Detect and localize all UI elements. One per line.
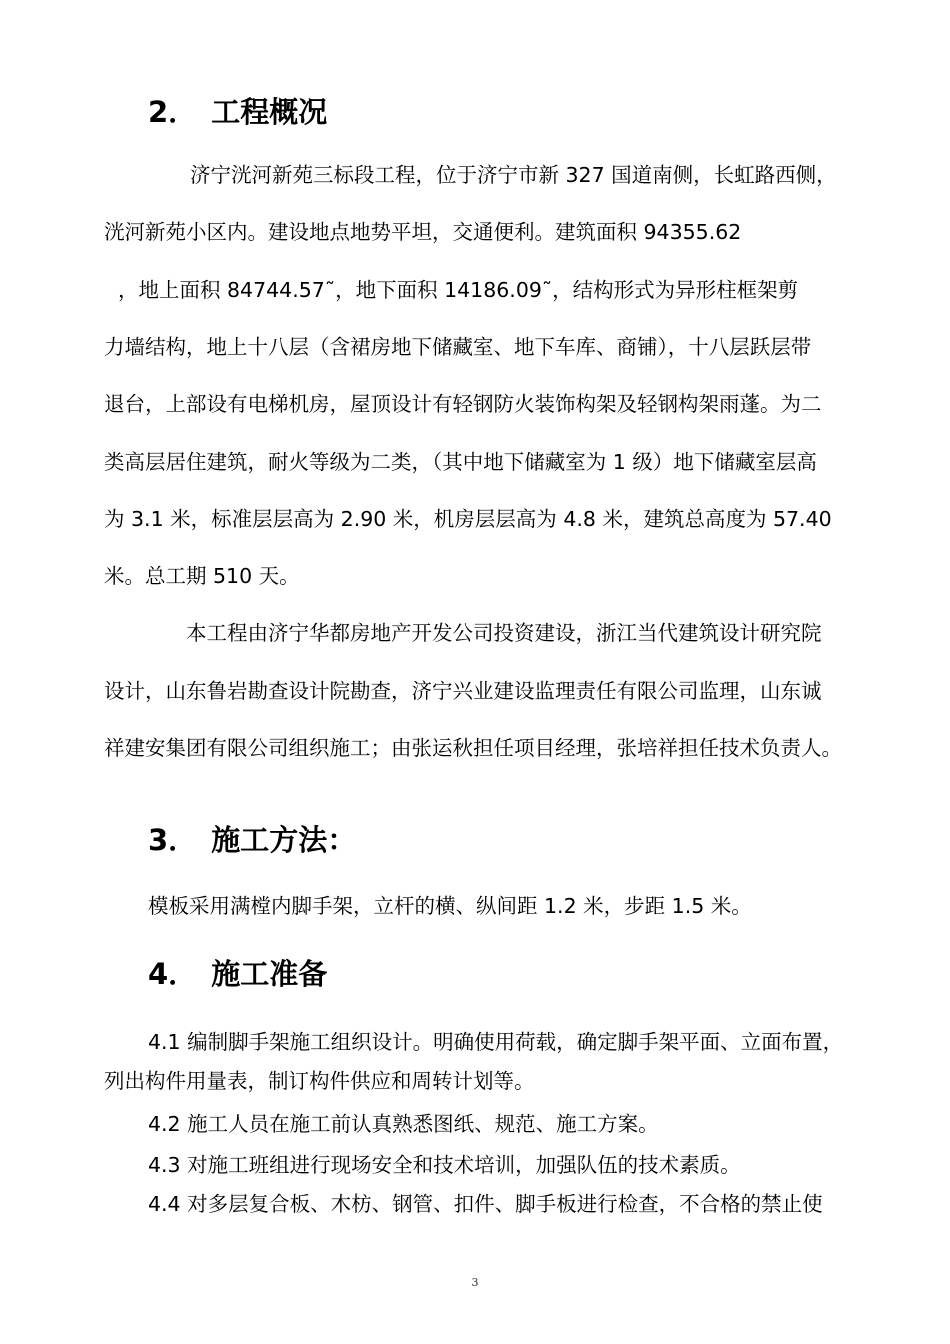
paragraph-line: 洸河新苑小区内。建设地点地势平坦，交通便利。建筑面积 94355.62 — [104, 220, 742, 244]
section-number: 2． — [148, 95, 198, 129]
section-title: 施工方法： — [211, 823, 357, 857]
paragraph-line: 类高层居住建筑，耐火等级为二类，（其中地下储藏室为 1 级）地下储藏室层高 — [104, 450, 817, 474]
paragraph-line: 4.2 施工人员在施工前认真熟悉图纸、规范、施工方案。 — [148, 1112, 659, 1136]
paragraph-line: 列出构件用量表，制订构件供应和周转计划等。 — [104, 1069, 535, 1093]
paragraph-line: ，地上面积 84744.57˜，地下面积 14186.09˜，结构形式为异形柱框架剪 — [118, 278, 799, 302]
paragraph-line: 4.1 编制脚手架施工组织设计。明确使用荷载，确定脚手架平面、立面布置， — [148, 1030, 844, 1054]
paragraph-line: 祥建安集团有限公司组织施工；由张运秋担任项目经理，张培祥担任技术负责人。 — [104, 736, 842, 760]
paragraph-line: 模板采用满樘内脚手架，立杆的横、纵间距 1.2 米，步距 1.5 米。 — [148, 894, 752, 918]
page-number: 3 — [471, 1276, 479, 1289]
section-heading-3 — [148, 820, 356, 860]
section-title: 施工准备 — [211, 957, 328, 991]
paragraph-line: 力墙结构，地上十八层（含裙房地下储藏室、地下车库、商铺），十八层跃层带 — [104, 335, 812, 359]
section-title: 工程概况 — [211, 95, 328, 129]
section-number: 3． — [148, 823, 198, 857]
paragraph-line: 济宁洸河新苑三标段工程，位于济宁市新 327 国道南侧，长虹路西侧， — [190, 163, 837, 187]
paragraph-line: 为 3.1 米，标准层层高为 2.90 米，机房层层高为 4.8 米，建筑总高度为 57.40 — [104, 507, 832, 531]
paragraph-line: 退台，上部设有电梯机房，屋顶设计有轻钢防火装饰构架及轻钢构架雨蓬。为二 — [104, 392, 822, 416]
section-number: 4． — [148, 957, 198, 991]
paragraph-line: 设计，山东鲁岩勘查设计院勘查，济宁兴业建设监理责任有限公司监理，山东诚 — [104, 679, 822, 703]
paragraph-line: 米。总工期 510 天。 — [104, 564, 300, 588]
paragraph-line: 本工程由济宁华都房地产开发公司投资建设，浙江当代建筑设计研究院 — [186, 621, 822, 645]
paragraph-line: 4.4 对多层复合板、木枋、钢管、扣件、脚手板进行检查，不合格的禁止使 — [148, 1192, 823, 1216]
section-heading-2 — [148, 92, 327, 132]
section-heading-4 — [148, 954, 327, 994]
paragraph-line: 4.3 对施工班组进行现场安全和技术培训，加强队伍的技术素质。 — [148, 1153, 741, 1177]
